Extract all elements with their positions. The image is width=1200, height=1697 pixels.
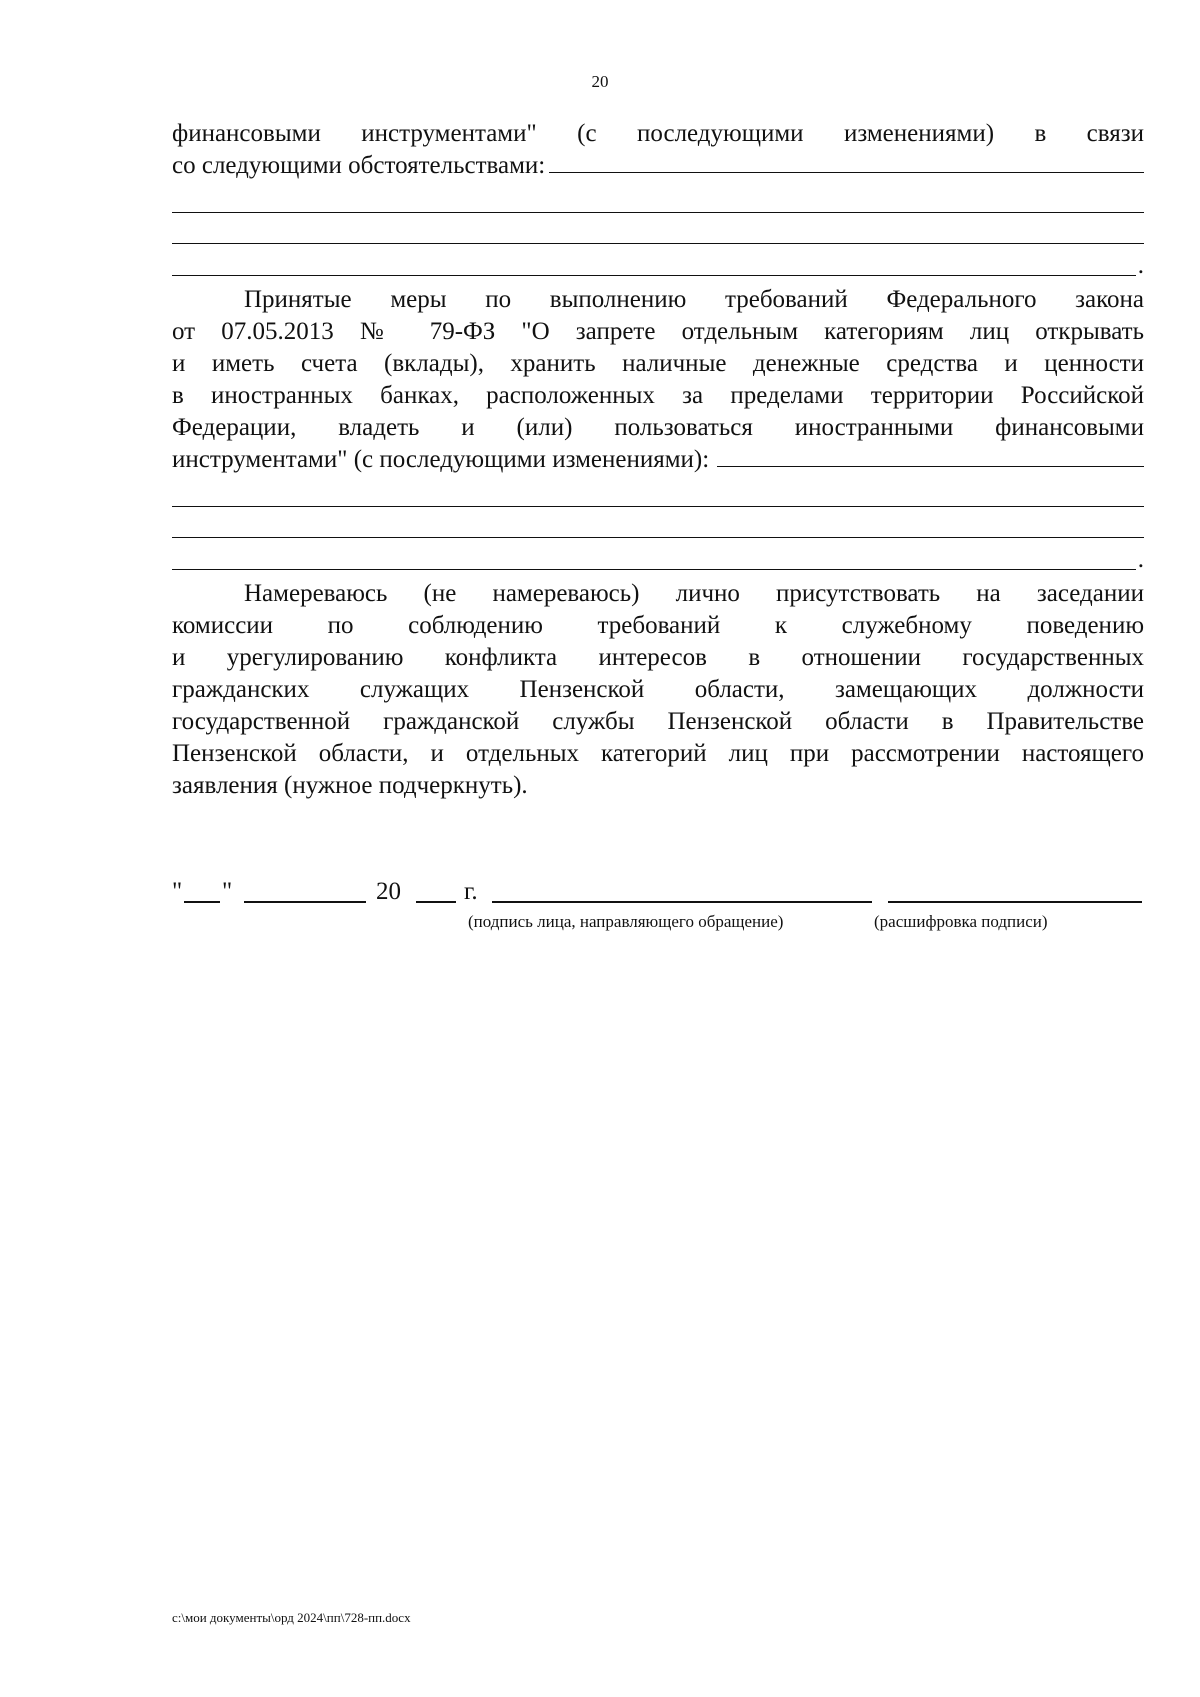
fill-in-blank[interactable]: [172, 182, 1144, 213]
fill-in-blank[interactable]: [172, 476, 1144, 507]
paragraph-attendance-intent: [172, 578, 1144, 802]
page-number: 20: [591, 72, 609, 91]
year-prefix: 20: [376, 878, 401, 905]
fill-in-blank[interactable]: [172, 213, 1144, 244]
day-blank[interactable]: [184, 901, 220, 903]
text-line: заявления (нужное подчеркнуть).: [172, 772, 528, 799]
text-line: финансовыми инструментами" (с последующими изменениями) в связи: [172, 120, 1144, 147]
text-line: в иностранных банках, расположенных за пределами территории Российской: [172, 382, 1144, 409]
text-line: гражданских служащих Пензенской области, замещающих должности: [172, 676, 1144, 703]
end-period: .: [1137, 546, 1144, 573]
fill-in-blank[interactable]: [549, 152, 1144, 173]
end-period: .: [1137, 252, 1144, 279]
signature-date-row: [172, 876, 1144, 912]
month-blank[interactable]: [244, 901, 366, 903]
document-body: [172, 118, 1144, 802]
text-line: со следующими обстоятельствами:: [172, 152, 546, 179]
year-suffix: г.: [464, 878, 478, 905]
paragraph-measures-taken: [172, 284, 1144, 573]
quote-open: ": [172, 878, 183, 905]
text-line: инструментами" (с последующими изменениями):: [172, 446, 710, 473]
fill-in-blank-line[interactable]: [172, 539, 1136, 570]
signature-decoding-blank[interactable]: [888, 901, 1142, 903]
text-line: комиссии по соблюдению требований к служебному поведению: [172, 612, 1144, 639]
decoding-caption: (расшифровка подписи): [874, 912, 1048, 931]
file-path-footer: c:\мои документы\орд 2024\пп\728-пп.docx: [172, 1610, 411, 1625]
text-line: и иметь счета (вклады), хранить наличные денежные средства и ценности: [172, 350, 1144, 377]
fill-in-blank[interactable]: [717, 446, 1144, 467]
text-line: и урегулированию конфликта интересов в отношении государственных: [172, 644, 1144, 671]
paragraph-circumstances: [172, 118, 1144, 279]
fill-in-blank-last[interactable]: [172, 538, 1144, 573]
text-line-with-blank: [172, 150, 1144, 182]
fill-in-blank-line[interactable]: [172, 245, 1136, 276]
fill-in-blank-last[interactable]: [172, 244, 1144, 279]
signature-caption: (подпись лица, направляющего обращение): [468, 912, 784, 931]
text-line: государственной гражданской службы Пензенской области в Правительстве: [172, 708, 1144, 735]
quote-close: ": [222, 878, 233, 905]
text-line: от 07.05.2013 № 79-ФЗ "О запрете отдельным категориям лиц открывать: [172, 318, 1144, 345]
year-blank[interactable]: [416, 901, 456, 903]
text-line-with-blank: [172, 444, 1144, 476]
text-line: Пензенской области, и отдельных категорий лиц при рассмотрении настоящего: [172, 740, 1144, 767]
signature-blank[interactable]: [492, 901, 872, 903]
text-line: Принятые меры по выполнению требований Федерального закона: [244, 286, 1144, 313]
text-line: Федерации, владеть и (или) пользоваться иностранными финансовыми: [172, 414, 1144, 441]
text-line: Намереваюсь (не намереваюсь) лично присутствовать на заседании: [244, 580, 1144, 607]
fill-in-blank[interactable]: [172, 507, 1144, 538]
